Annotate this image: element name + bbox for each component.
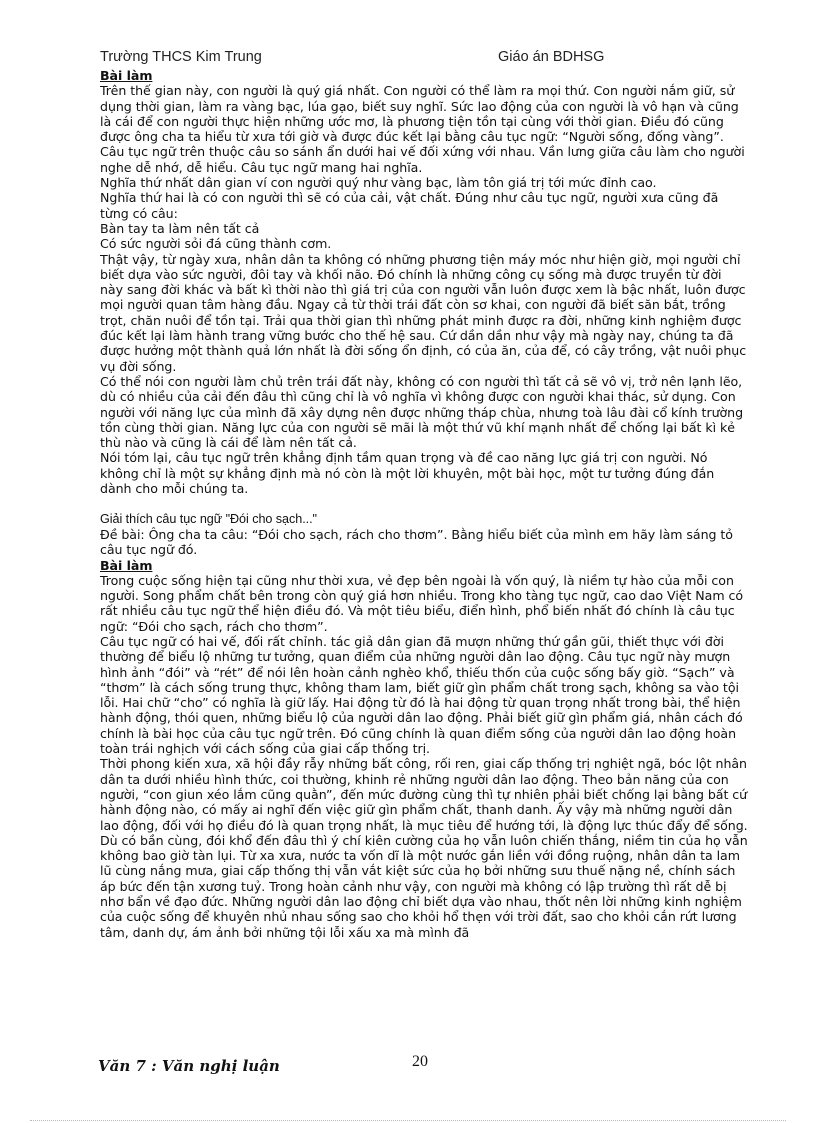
section1-paragraph: Thật vậy, từ ngày xưa, nhân dân ta không có những phương tiện máy móc như hiện giờ, mọi người chỉ biết dựa vào sức người, đôi tay và khối não. Đó chính là những công cụ sống mà được truyền từ đời này sang đời khác và bất kì thời nào thì giá trị của con người vẫn luôn được xem là bậc nhất, luôn được mọi người quan tâm hàng đầu. Ngay cả từ thời trái đất còn sơ khai, con người đã biết săn bắt, trồng trọt, chăn nuôi để tồn tại. Trải qua thời gian thì những phát minh được ra đời, những kinh nghiệm được đúc kết lại làm hành trang vững bước cho thế hệ sau. Cứ dần dần như vậy mà ngày nay, chúng ta đã được hưởng một thành quả lớn nhất là đời sống ổn định, có của ăn, của để, có cây trồng, vật nuôi phục vụ đời sống. [100, 251, 747, 374]
section2-paragraph: Thời phong kiến xưa, xã hội đầy rẫy những bất công, rối ren, giai cấp thống trị nghiệt ngã, bóc lột nhân dân ta dưới nhiều hình thức, coi thường, khinh rẻ những người dân lao động. Theo bản năng của con người, “con giun xéo lắm cũng quằn”, đến mức đường cùng thì tự nhiên phải biết chống lại bằng bất cứ hành động nào, có mấy ai nghĩ đến việc giữ gìn phẩm chất, thanh danh. Ấy vậy mà những người dân lao động, đối với họ điều đó là quan trọng nhất, là mục tiêu để hướng tới, là động lực thúc đẩy để sống. Dù có bần cùng, đói khổ đến đâu thì ý chí kiên cường của họ vẫn luôn chiến thắng, niềm tin của họ vẫn không bao giờ tàn lụi. Từ xa xưa, nước ta vốn dĩ là một nước gắn liền với đồng ruộng, nhân dân ta lam lũ cùng nắng mưa, giai cấp thống thị vẫn vắt kiệt sức của họ bởi những sưu thuế nặng nề, chính sách áp bức đến tận xương tuỷ. Trong hoàn cảnh như vậy, con người mà không có lập trường thì rất dễ bị nhơ bẩn về đạo đức. Những người dân lao động chỉ biết dựa vào nhau, thốt nên lời những kinh nghiệm của cuộc sống để khuyên nhủ nhau sống sao cho khỏi hổ thẹn với trời đất, sao cho khỏi cắn rứt lương tâm, danh dự, ám ảnh bởi những tội lỗi xấu xa mà mình đã [100, 756, 748, 940]
section1-paragraph: Nói tóm lại, câu tục ngữ trên khẳng định tầm quan trọng và đề cao năng lực giá trị con người. Nó không chỉ là một sự khẳng định mà nó còn là một lời khuyên, một bài học, một tư tưởng đúng đắn dành cho mỗi chúng ta. [100, 450, 715, 497]
section2-heading: Bài làm [100, 557, 153, 573]
document-body [100, 68, 748, 940]
blank-line [100, 496, 748, 511]
section2-paragraph: Trong cuộc sống hiện tại cũng như thời xưa, vẻ đẹp bên ngoài là vốn quý, là niềm tự hào của mỗi con người. Song phẩm chất bên trong còn quý giá hơn nhiều. Trong kho tàng tục ngữ, cao dao Việt Nam có rất nhiều câu tục ngữ thể hiện điều đó. Và một tiêu biểu, điển hình, phổ biến nhất đó chính là câu tục ngữ: “Đói cho sạch, rách cho thơm”. [100, 572, 744, 634]
section1-paragraph: Có thể nói con người làm chủ trên trái đất này, không có con người thì tất cả sẽ vô vị, trở nên lạnh lẽo, dù có nhiều của cải đến đâu thì cũng chỉ là vô nghĩa vì không được con người khai thác, sử dụng. Con người với năng lực của mình đã xây dựng nên được những tháp chùa, nhưng toà lâu đài cổ kính trường tồn cùng thời gian. Năng lực của con người sẽ mãi là một thứ vũ khí mạnh nhất để chống lại bất kì kẻ thù nào và cũng là cái để làm nên tất cả. [100, 373, 744, 451]
section1-paragraph: Câu tục ngữ trên thuộc câu so sánh ẩn dưới hai vế đối xứng với nhau. Vần lưng giữa câu làm cho người nghe dễ nhớ, dễ hiểu. Câu tục ngữ mang hai nghĩa. [100, 144, 745, 175]
section1-paragraph: Nghĩa thứ nhất dân gian ví con người quý như vàng bạc, làm tôn giá trị tới mức đỉnh cao. [100, 175, 657, 191]
section2-prompt: Đề bài: Ông cha ta câu: “Đói cho sạch, rách cho thơm”. Bằng hiểu biết của mình em hãy làm sáng tỏ câu tục ngữ đó. [100, 526, 733, 558]
section2-title: Giải thích câu tục ngữ "Đói cho sạch..." [100, 511, 317, 526]
page-header [100, 49, 720, 67]
section2-paragraph: Câu tục ngữ có hai vế, đối rất chỉnh. tác giả dân gian đã mượn những thứ gần gũi, thiết thực với đời thường để biểu lộ những tư tưởng, quan điểm của những người dân lao động. Câu tục ngữ này mượn hình ảnh “đói” và “rét” để nói lên hoàn cảnh nghèo khổ, thiếu thốn của cuộc sống bấy giờ. “Sạch” và “thơm” là cách sống trung thực, không tham lam, biết giữ gìn phẩm chất trong sạch, không sa vào tội lỗi. Hai chữ “cho” có nghĩa là giữ lấy. Hai động từ đó là hai động từ quan trọng nhất trong bài, thể hiện hành động, thói quen, những biểu lộ của người dân lao động. Phải biết giữ gìn phẩm giá, nhân cách đó chính là bài học của câu tục ngữ trên. Đó cũng chính là quan điểm sống của người dân lao động hoàn toàn trái nghịch với cách sống của giai cấp thống trị. [100, 633, 743, 757]
school-name: Trường THCS Kim Trung [100, 49, 262, 65]
document-type: Giáo án BDHSG [498, 49, 605, 65]
page-number: 20 [412, 1053, 428, 1070]
section1-paragraph: Trên thế gian này, con người là quý giá nhất. Con người có thể làm ra mọi thứ. Con người nắm giữ, sử dụng thời gian, làm ra vàng bạc, lúa gạo, biết suy nghĩ. Sức lao động của con người là vô hạn và cũng là cái để con người thực hiện những ước mơ, là phương tiện tồn tại cùng với thời gian. Điều đó cũng được ông cha ta hiểu từ xưa tới giờ và được đúc kết lại bằng câu tục ngữ: “Người sống, đống vàng”. [100, 83, 739, 145]
section1-paragraph: Bàn tay ta làm nên tất cả [100, 220, 260, 236]
section1-paragraph: Nghĩa thứ hai là có con người thì sẽ có của cải, vật chất. Đúng như câu tục ngữ, người xưa cũng đã từng có câu: [100, 190, 719, 221]
footer-label: Văn 7 : Văn nghị luận [98, 1057, 280, 1075]
footer-divider [30, 1120, 786, 1121]
section1-heading: Bài làm [100, 68, 153, 83]
section1-paragraph: Có sức người sỏi đá cũng thành cơm. [100, 236, 332, 252]
